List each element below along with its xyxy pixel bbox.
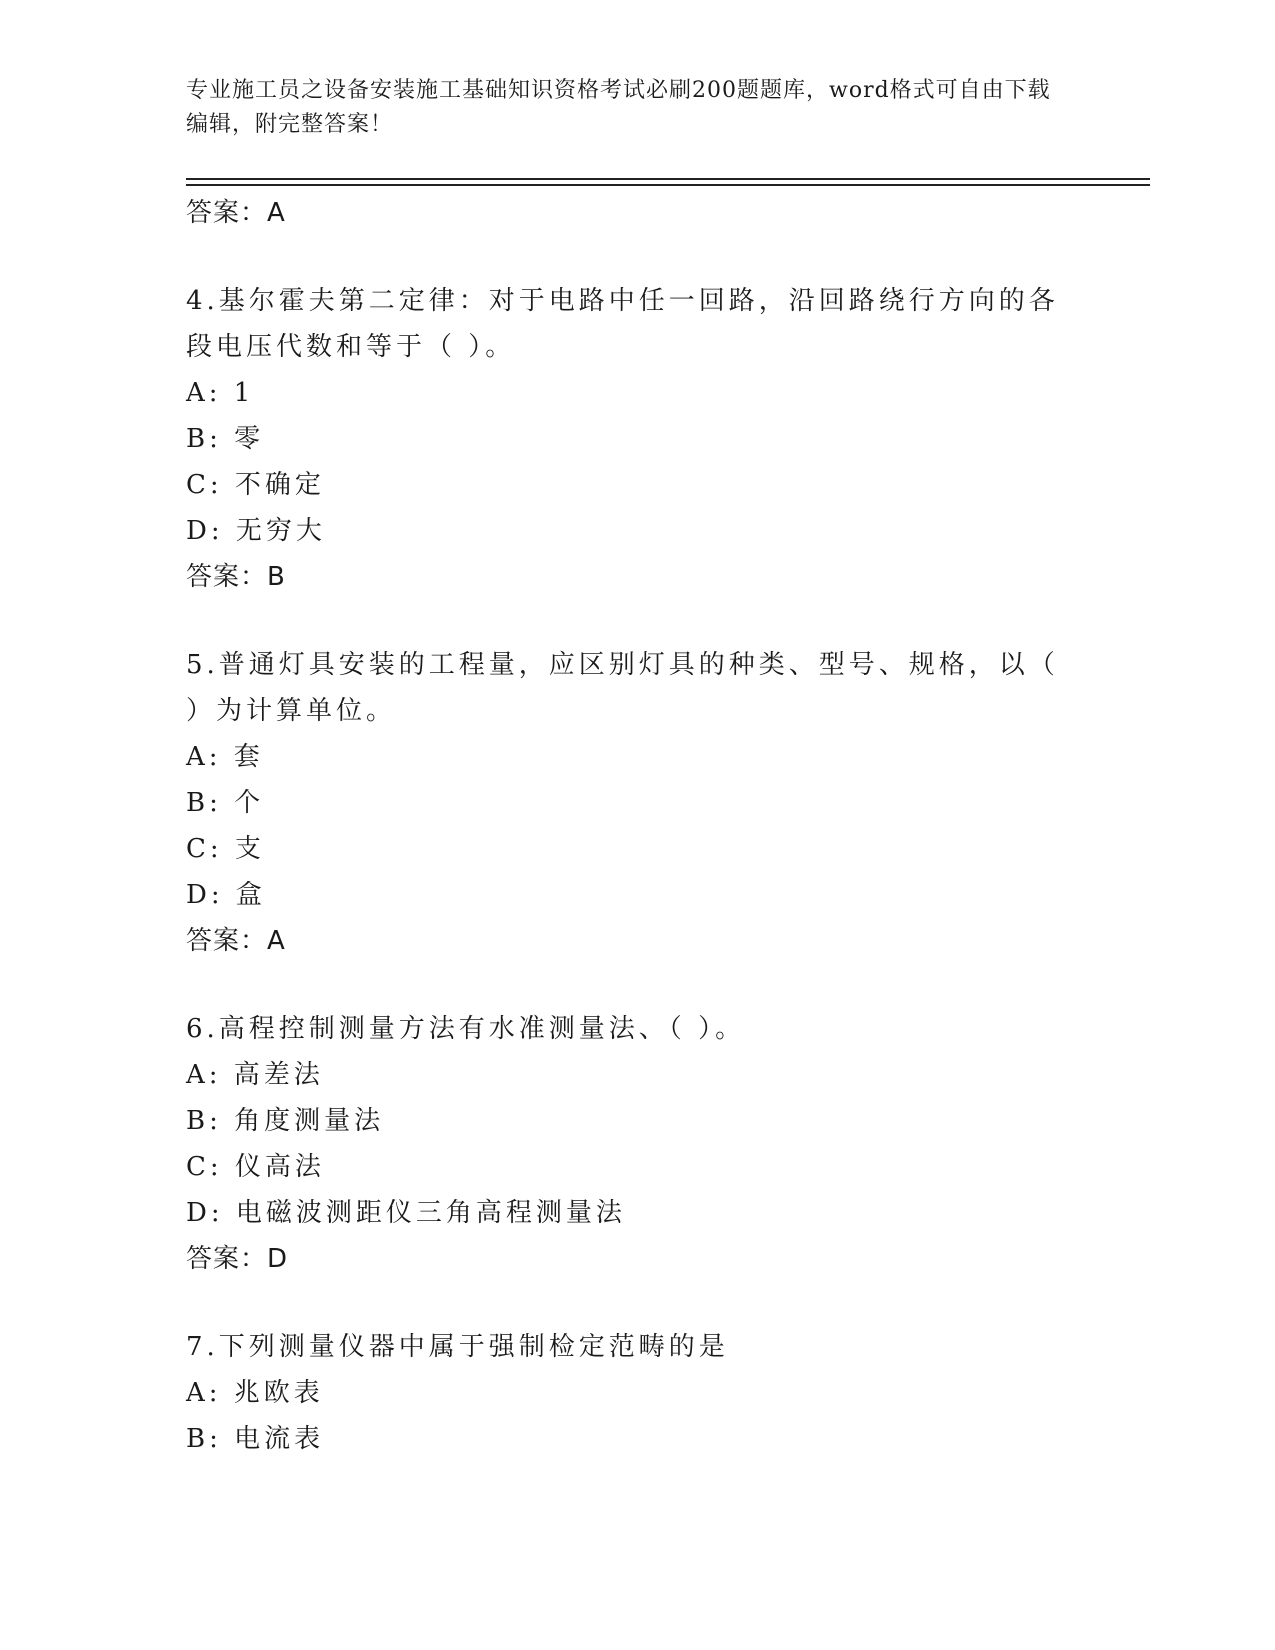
question-6-text: 6.高程控制测量方法有水准测量法、（ ）。	[186, 1014, 746, 1044]
question-7-option-b: B: 电流表	[186, 1424, 325, 1454]
document-header: 专业施工员之设备安装施工基础知识资格考试必刷200题题库，word格式可自由下载编辑，附完整答案！	[186, 78, 1051, 137]
answer-line: 答案：A	[186, 198, 286, 228]
question-5-answer: 答案：A	[186, 926, 286, 956]
question-6-option-a: A: 高差法	[186, 1060, 324, 1090]
question-4-option-d: D: 无穷大	[186, 516, 326, 546]
question-list	[186, 190, 1086, 1462]
question-5-text: 5.普通灯具安装的工程量，应区别灯具的种类、型号、规格，以（ ）为计算单位。	[186, 650, 1059, 726]
question-4-option-b: B: 零	[186, 424, 265, 454]
question-4-option-a: A: 1	[186, 378, 255, 408]
question-4-answer: 答案：B	[186, 562, 286, 592]
header-rule-top	[186, 178, 1150, 180]
question-7-option-a: A: 兆欧表	[186, 1378, 324, 1408]
question-5-option-a: A: 套	[186, 742, 264, 772]
question-6-option-d: D: 电磁波测距仪三角高程测量法	[186, 1198, 626, 1228]
question-4-text: 4.基尔霍夫第二定律：对于电路中任一回路，沿回路绕行方向的各段电压代数和等于（ ）。	[186, 286, 1059, 362]
question-6-option-c: C: 仪高法	[186, 1152, 325, 1182]
question-4-option-c: C: 不确定	[186, 470, 325, 500]
question-5-option-d: D: 盒	[186, 880, 266, 910]
header-rule-bottom	[186, 184, 1150, 186]
question-7-text: 7.下列测量仪器中属于强制检定范畴的是	[186, 1332, 729, 1362]
question-6-option-b: B: 角度测量法	[186, 1106, 385, 1136]
question-6-answer: 答案：D	[186, 1244, 289, 1274]
question-5-option-c: C: 支	[186, 834, 265, 864]
question-5-option-b: B: 个	[186, 788, 265, 818]
